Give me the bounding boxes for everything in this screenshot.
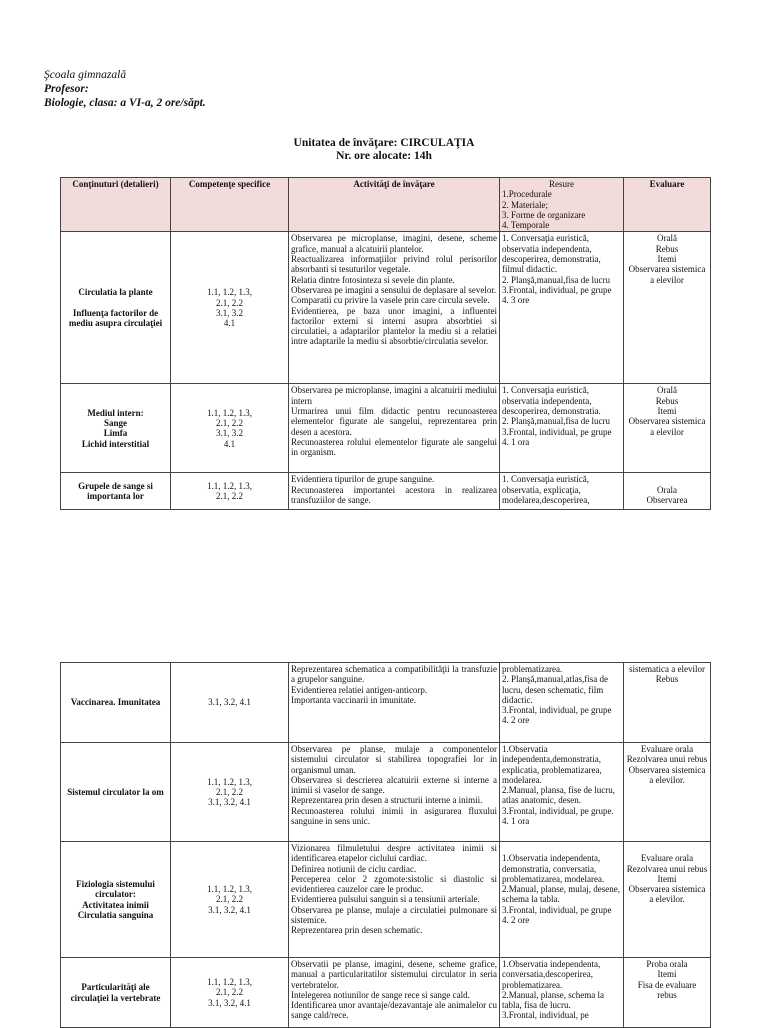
activities-cell-line: Recunoasterea rolului elementelor figurate ale sangelui in organism. bbox=[291, 436, 497, 458]
activities-cell-line: Observarea pe microplanse, imagini, desene, scheme grafice, manual a alcatuirii plantelor. bbox=[291, 233, 497, 254]
evaluation-cell-line: Itemi bbox=[657, 406, 677, 417]
resources-cell bbox=[500, 663, 624, 743]
resources-cell-line: 2.Manual, plansa, fise de lucru, atlas anatomic, desen. bbox=[502, 785, 615, 806]
evaluation-cell bbox=[624, 232, 711, 384]
activities-cell-line: Relatia dintre fotosinteza si sevele din plante. bbox=[291, 274, 455, 285]
competencies-cell-line: 2.1, 2.2 bbox=[216, 987, 243, 998]
evaluation-cell-line: Observarea sistemica a elevilor. bbox=[628, 884, 706, 905]
activities-cell-line: Importanta vaccinarii in imunitate. bbox=[291, 694, 416, 705]
competencies-cell-line: 2.1, 2.2 bbox=[216, 894, 243, 905]
activities-cell-line: Urmarirea unui film didactic pentru recunoasterea elementelor figurate ale sangelui, reprezentarea prin desen a acestora. bbox=[291, 406, 497, 437]
competencies-cell-line: 2.1, 2.2 bbox=[216, 297, 243, 308]
evaluation-cell-line: Evaluare orala bbox=[640, 744, 694, 754]
teacher-label: Profesor: bbox=[44, 83, 89, 95]
content-cell-line: Sange bbox=[103, 418, 127, 429]
resources-cell-line: 3.Frontal, individual, pe grupe. bbox=[502, 805, 614, 816]
evaluation-cell bbox=[624, 473, 711, 510]
content-cell bbox=[61, 663, 171, 743]
resource-type: 2. Materiale; bbox=[502, 199, 548, 210]
competencies-cell-line: 1.1, 1.2, 1.3, bbox=[207, 884, 252, 895]
resources-cell-line: 2.Manual, planse, mulaj, desene, schema la tabla. bbox=[502, 884, 620, 905]
competencies-cell-line: 4.1 bbox=[223, 438, 236, 449]
resources-cell-line: 3.Frontal, individual, pe grupe bbox=[502, 426, 612, 437]
activities-cell-line: Observarea si descrierea alcatuirii externe si interne a inimii si vaselor de sange. bbox=[291, 774, 497, 796]
competencies-cell-line: 1.1, 1.2, 1.3, bbox=[207, 287, 252, 298]
content-cell-line: Circulatia la plante bbox=[78, 287, 153, 298]
content-cell bbox=[61, 473, 171, 510]
competencies-cell-line: 2.1, 2.2 bbox=[216, 786, 243, 797]
competencies-cell-line: 4.1 bbox=[223, 318, 236, 329]
resources-cell-line: 3.Frontal, individual, pe grupe bbox=[502, 904, 612, 915]
evaluation-cell-line: Orala bbox=[657, 484, 677, 495]
evaluation-cell-line: Fisa de evaluare bbox=[637, 979, 697, 990]
competencies-cell-line: 2.1, 2.2 bbox=[216, 491, 243, 502]
resources-cell-line: problematizarea. bbox=[502, 664, 563, 674]
resources-cell-line: 1. Conversaţia euristică, observatia independenta, descoperirea, demonstratia. bbox=[502, 385, 601, 417]
evaluation-cell-line: Rezolvarea unui rebus bbox=[626, 863, 708, 874]
activities-cell-line: Perceperea celor 2 zgomote:sistolic si diastolic si evidentierea cauzelor care le produc. bbox=[291, 873, 497, 895]
activities-cell-line: Identificarea unor avantaje/dezavantaje ale animalelor cu sange cald/rece. bbox=[291, 1000, 497, 1021]
evaluation-cell-line: Observarea bbox=[646, 495, 688, 506]
activities-cell bbox=[289, 842, 500, 958]
school-name: Şcoala gimnazală bbox=[44, 69, 127, 81]
resources-cell-line: 4. 2 ore bbox=[502, 915, 530, 926]
activities-cell bbox=[289, 473, 500, 510]
evaluation-cell bbox=[624, 958, 711, 1028]
content-cell bbox=[61, 743, 171, 842]
resources-cell-line: 1. Conversaţia euristică, observatia independenta, descoperirea, demonstratia, filmul didactic. bbox=[502, 233, 601, 275]
activities-cell-line: Evidentierea, pe baza unor imagini, a influentei factorilor externi si interni asupra absorbtiei si circulatiei, a adaptarilor plantelor la mediu si a relatiei intre adaptarile la mediu si absorbtie/circulatia sevelor. bbox=[291, 305, 497, 347]
activities-cell bbox=[289, 743, 500, 842]
evaluation-cell-line: Observarea sistemica a elevilor. bbox=[628, 764, 706, 785]
competencies-cell bbox=[171, 958, 289, 1028]
resources-cell-line: 1.Observatia independenta, conversatia,descoperirea, problematizarea. bbox=[502, 959, 601, 990]
unit-heading bbox=[0, 137, 768, 163]
competencies-cell bbox=[171, 743, 289, 842]
content-cell bbox=[61, 842, 171, 958]
resources-cell-line: 1. Conversaţia euristică, observatia, explicaţia, modelarea,descoperirea, bbox=[502, 474, 590, 506]
table-row bbox=[61, 663, 711, 743]
resource-type: 4. Temporale bbox=[502, 220, 550, 231]
activities-cell-line: Reprezentarea schematica a compatibilităţii la transfuzie a grupelor sanguine. bbox=[291, 664, 497, 685]
table-row bbox=[61, 842, 711, 958]
evaluation-cell-line: Itemi bbox=[657, 254, 677, 265]
activities-cell-line: Recunoasterea importantei acestora in realizarea transfuziilor de sange. bbox=[291, 484, 497, 506]
competencies-cell bbox=[171, 473, 289, 510]
resources-cell-line: 2.Manual, planse, schema la tabla, fisa de lucru. bbox=[502, 989, 604, 1011]
evaluation-cell-line bbox=[626, 474, 708, 484]
header-evaluation: Evaluare bbox=[624, 178, 711, 232]
activities-cell-line: Observarea pe imagini a sensului de deplasare al sevelor. bbox=[291, 284, 497, 295]
content-cell-line: Sistemul circulator la om bbox=[67, 786, 164, 797]
learning-unit-table-page2 bbox=[60, 662, 711, 1028]
content-cell bbox=[61, 384, 171, 473]
evaluation-cell-line: Rebus bbox=[655, 395, 679, 406]
content-cell bbox=[61, 232, 171, 384]
activities-cell-line: Definirea notiunii de ciclu cardiac. bbox=[291, 863, 417, 874]
table-row bbox=[61, 232, 711, 384]
resources-cell bbox=[500, 842, 624, 958]
competencies-cell-line: 1.1, 1.2, 1.3, bbox=[207, 481, 252, 492]
evaluation-cell-line: Rezolvarea unui rebus bbox=[626, 754, 708, 765]
competencies-cell-line: 3.1, 3.2, 4.1 bbox=[208, 997, 251, 1008]
competencies-cell-line: 3.1, 3.2 bbox=[216, 428, 243, 439]
competencies-cell-line: 3.1, 3.2, 4.1 bbox=[208, 797, 251, 808]
table-row bbox=[61, 473, 711, 510]
content-cell-line: Influenţa factorilor de mediu asupra circulaţiei bbox=[68, 307, 163, 329]
resources-cell bbox=[500, 232, 624, 384]
evaluation-cell bbox=[624, 663, 711, 743]
table-row bbox=[61, 384, 711, 473]
content-cell-line: Limfa bbox=[103, 428, 128, 439]
resources-cell-line: 3.Frontal, individual, pe bbox=[502, 1010, 589, 1021]
resources-cell bbox=[500, 384, 624, 473]
evaluation-cell-line: Orală bbox=[657, 233, 677, 244]
activities-cell-line: Reprezentarea prin desen schematic. bbox=[291, 925, 423, 936]
activities-cell-line: Comparatii cu privire la vasele prin care circula sevele. bbox=[291, 295, 490, 306]
activities-cell-line: Intelegerea notiunilor de sange rece si sange cald. bbox=[291, 989, 470, 1000]
evaluation-cell-line: Rebus bbox=[655, 243, 679, 254]
activities-cell-line: Evidentierea relatiei antigen-anticorp. bbox=[291, 684, 428, 695]
evaluation-cell-line: sistematica a elevilor bbox=[629, 664, 705, 674]
content-cell-line: Mediul intern: bbox=[87, 407, 144, 418]
evaluation-cell bbox=[624, 384, 711, 473]
evaluation-cell bbox=[624, 842, 711, 958]
activities-cell-line: Evidentiera tipurilor de grupe sanguine. bbox=[291, 474, 435, 485]
activities-cell-line: Reactualizarea informaţiilor privind rolul perisorilor absorbanti si tesuturilor vegetale. bbox=[291, 254, 497, 275]
resources-cell-line: 1.Observatia independenta, demonstratia, conversatia, problematizarea, modelarea. bbox=[502, 853, 605, 884]
table-row bbox=[61, 743, 711, 842]
unit-hours: Nr. ore alocate: 14h bbox=[336, 150, 432, 162]
activities-cell bbox=[289, 384, 500, 473]
evaluation-cell-line: rebus bbox=[657, 989, 677, 1000]
evaluation-cell-line: Orală bbox=[657, 385, 677, 396]
resources-cell-line: 4. 1 ora bbox=[502, 816, 530, 827]
header-activities: Activităţi de învăţare bbox=[289, 178, 500, 232]
content-cell-line: Activitatea inimii bbox=[82, 899, 149, 910]
resources-cell-line: 1.Observatia independenta,demonstratia, explicatia, problematizarea, modelarea. bbox=[502, 744, 602, 785]
evaluation-cell-line bbox=[626, 843, 708, 853]
resources-cell-line: 4. 1 ora bbox=[502, 436, 530, 447]
resources-cell-line: 2. Planşă,manual,fisa de lucru bbox=[502, 274, 610, 285]
evaluation-cell-line: Observarea sistemica a elevilor bbox=[628, 416, 706, 437]
competencies-cell bbox=[171, 384, 289, 473]
activities-cell-line: Observarea pe planse, mulaje a circulatiei pulmonare si sistemice. bbox=[291, 904, 497, 926]
resources-cell-line: 3.Frontal, individual, pe grupe bbox=[502, 705, 612, 716]
content-cell-line: Particularităţi ale circulaţiei la vertebrate bbox=[70, 982, 161, 1003]
resource-type: 1.Procedurale bbox=[502, 189, 552, 200]
resources-cell-line: 3.Frontal, individual, pe grupe bbox=[502, 284, 612, 295]
resources-cell bbox=[500, 958, 624, 1028]
competencies-cell-line: 3.1, 3.2, 4.1 bbox=[208, 904, 251, 915]
competencies-cell-line: 3.1, 3.2 bbox=[216, 307, 243, 318]
content-cell-line bbox=[63, 298, 168, 308]
resources-cell bbox=[500, 743, 624, 842]
competencies-cell-line: 1.1, 1.2, 1.3, bbox=[207, 776, 252, 787]
evaluation-cell-line: Observarea sistemica a elevilor bbox=[628, 264, 706, 285]
resources-cell-line: 4. 2 ore bbox=[502, 715, 530, 726]
competencies-cell-line: 2.1, 2.2 bbox=[216, 418, 243, 429]
content-cell-line: Circulatia sanguina bbox=[77, 909, 154, 920]
activities-cell-line: Observarea pe planse, mulaje a componentelor sistemului circulator si stabilirea topografiei lor in organismul uman. bbox=[291, 744, 497, 775]
resources-cell-line bbox=[502, 843, 621, 853]
table-row bbox=[61, 958, 711, 1028]
activities-cell-line: Observarea pe microplanse, imagini a alcatuirii mediului intern bbox=[291, 385, 497, 406]
activities-cell-line: Observatii pe planse, imagini, desene, scheme grafice, manual a particularitatilor sistemului circulator in seria vertebratelor. bbox=[291, 959, 497, 990]
resources-cell-line: 4. 3 ore bbox=[502, 295, 530, 306]
table-body-page2 bbox=[61, 663, 711, 1028]
content-cell-line: Lichid interstitial bbox=[81, 438, 150, 449]
activities-cell-line: Reprezentarea prin desen a structurii interne a inimii. bbox=[291, 795, 483, 806]
evaluation-cell-line: Itemi bbox=[657, 873, 677, 884]
evaluation-cell-line: Evaluare orala bbox=[640, 853, 694, 864]
competencies-cell-line: 1.1, 1.2, 1.3, bbox=[207, 977, 252, 988]
header-resources-title: Resure bbox=[549, 179, 574, 189]
resources-cell-line: 2. Planşă,manual,atlas,fisa de lucru, desen schematic, film didactic. bbox=[502, 674, 608, 705]
activities-cell-line: Recunoasterea rolului inimii in asigurarea fluxului sanguine in sens unic. bbox=[291, 805, 497, 827]
content-cell bbox=[61, 958, 171, 1028]
learning-unit-table-page1 bbox=[60, 177, 711, 510]
table-header-row bbox=[61, 178, 711, 232]
resources-cell-line: 2. Planşă,manual,fisa de lucru bbox=[502, 416, 610, 427]
subject-line: Biologie, clasa: a VI-a, 2 ore/săpt. bbox=[44, 97, 206, 109]
competencies-cell-line: 3.1, 3.2, 4.1 bbox=[208, 697, 251, 708]
evaluation-cell-line: Proba orala bbox=[646, 959, 688, 969]
evaluation-cell bbox=[624, 743, 711, 842]
activities-cell bbox=[289, 663, 500, 743]
table-body-page1 bbox=[61, 232, 711, 510]
content-cell-line: Fiziologia sistemului circulator: bbox=[76, 878, 155, 900]
content-cell-line: Grupele de sange si importanta lor bbox=[78, 481, 153, 502]
resources-cell bbox=[500, 473, 624, 510]
activities-cell bbox=[289, 232, 500, 384]
competencies-cell bbox=[171, 842, 289, 958]
evaluation-cell-line: Itemi bbox=[657, 969, 677, 980]
header-contents: Conţinuturi (detalieri) bbox=[61, 178, 171, 232]
activities-cell-line: Evidentierea pulsului sanguin si a tensiunii arteriale. bbox=[291, 894, 480, 905]
evaluation-cell-line: Rebus bbox=[655, 674, 679, 685]
activities-cell-line: Vizionarea filmuletului despre activitatea inimii si identificarea etapelor ciclului cardiac. bbox=[291, 843, 497, 864]
document-header bbox=[44, 68, 206, 110]
unit-title: Unitatea de învăţare: CIRCULAŢIA bbox=[293, 137, 475, 149]
resource-type: 3. Forme de organizare bbox=[502, 209, 586, 220]
competencies-cell-line: 1.1, 1.2, 1.3, bbox=[207, 407, 252, 418]
activities-cell bbox=[289, 958, 500, 1028]
content-cell-line: Vaccinarea. Imunitatea bbox=[70, 697, 161, 708]
header-resources bbox=[500, 178, 624, 232]
header-competencies: Competenţe specifice bbox=[171, 178, 289, 232]
competencies-cell bbox=[171, 663, 289, 743]
competencies-cell bbox=[171, 232, 289, 384]
